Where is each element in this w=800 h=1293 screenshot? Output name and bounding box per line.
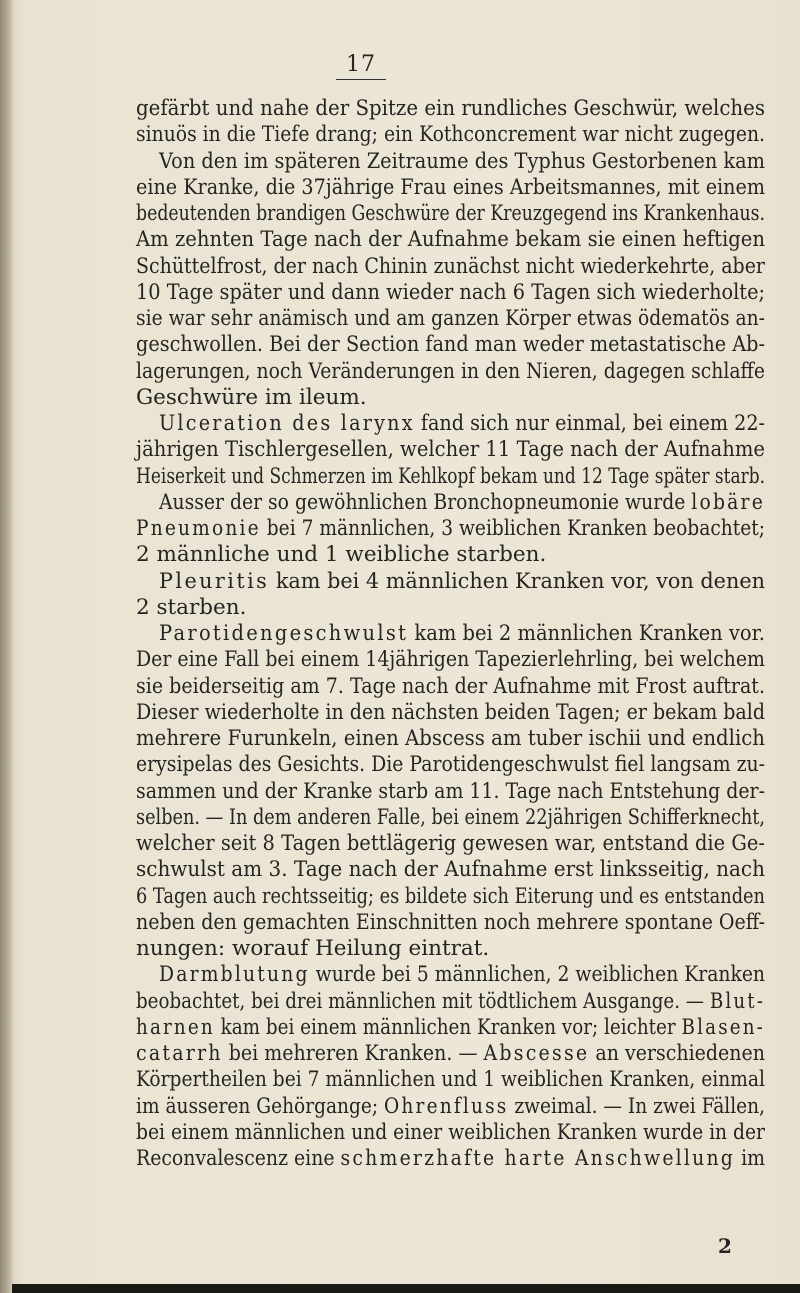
spaced-term: Blut-: [709, 988, 765, 1014]
text-run: kam bei 2 männlichen Kranken vor.: [408, 621, 765, 646]
text-line: [159, 490, 765, 516]
spaced-term: Abscesse: [483, 1041, 590, 1066]
text-run: erysipelas des Gesichts. Die Parotidengeschwulst fiel langsam zu-: [136, 752, 765, 778]
spaced-term: Pleuritis: [159, 568, 270, 594]
text-line: [159, 621, 765, 647]
text-run: Reconvalescenz eine: [136, 1146, 341, 1171]
text-run: neben den gemachten Einschnitten noch mehrere spontane Oeff-: [136, 909, 765, 935]
text-run: Der eine Fall bei einem 14jährigen Tapezierlehrling, bei welchem: [136, 647, 765, 673]
text-run: bei einem männlichen und einer weiblichen Kranken wurde in der: [136, 1119, 765, 1145]
text-run: zweimal. — In zwei Fällen,: [508, 1093, 765, 1119]
text-run: 2 männliche und 1 weibliche starben.: [136, 542, 547, 568]
text-run: schwulst am 3. Tage nach der Aufnahme erst linksseitig, nach: [136, 857, 765, 883]
text-run: beobachtet, bei drei männlichen mit tödtlichem Ausgange. —: [136, 988, 710, 1014]
text-line: [136, 227, 765, 253]
text-run: sinuös in die Tiefe drang; ein Kothconcrement war nicht zugegen.: [136, 122, 765, 148]
signature-mark: 2: [718, 1234, 732, 1258]
text-line: [136, 359, 765, 385]
spaced-term: Pneumonie: [136, 516, 261, 541]
text-run: Körpertheilen bei 7 männlichen und 1 weiblichen Kranken, einmal: [136, 1067, 765, 1093]
text-line: [136, 96, 765, 122]
text-line: [136, 884, 765, 910]
text-run: Geschwüre im ileum.: [136, 384, 367, 410]
text-line: [159, 569, 765, 595]
text-line: [136, 726, 765, 752]
text-run: wurde bei 5 männlichen, 2 weiblichen Kranken: [309, 962, 765, 988]
text-run: 6 Tagen auch rechtsseitig; es bildete sich Eiterung und es entstanden: [136, 883, 765, 909]
text-run: sie beiderseitig am 7. Tage nach der Aufnahme mit Frost auftrat.: [136, 673, 765, 699]
text-line: [136, 122, 765, 148]
text-run: mehrere Furunkeln, einen Abscess am tuber ischii und endlich: [136, 726, 765, 751]
spaced-term: schmerzhafte harte Anschwellung: [340, 1146, 736, 1171]
text-run: 10 Tage später und dann wieder nach 6 Tagen sich wiederholte;: [136, 279, 765, 305]
text-run: Am zehnten Tage nach der Aufnahme bekam sie einen heftigen: [136, 227, 765, 253]
page-spine-shadow: [0, 0, 14, 1293]
text-line: [136, 647, 765, 673]
text-run: gefärbt und nahe der Spitze ein rundliches Geschwür, welches: [136, 96, 765, 121]
text-line: [136, 542, 546, 568]
text-line: [136, 1120, 765, 1146]
text-run: selben. — In dem anderen Falle, bei einem 22jährigen Schifferknecht,: [136, 804, 765, 830]
text-run: 2 starben.: [136, 594, 247, 620]
text-line: [136, 254, 765, 280]
text-run: eine Kranke, die 37jährige Frau eines Arbeitsmannes, mit einem: [136, 174, 765, 200]
text-line: [136, 1015, 765, 1041]
text-line: [136, 437, 765, 463]
spaced-term: lobäre: [691, 489, 765, 515]
spaced-term: harnen: [136, 1014, 215, 1040]
text-run: Dieser wiederholte in den nächsten beiden Tagen; er bekam bald: [136, 699, 765, 725]
text-line: [159, 411, 765, 437]
text-line: [136, 936, 489, 962]
text-line: [136, 752, 765, 778]
text-line: [136, 175, 765, 201]
text-run: bedeutenden brandigen Geschwüre der Kreuzgegend ins Krankenhaus.: [136, 201, 765, 226]
text-line: [159, 149, 765, 175]
text-line: [136, 280, 765, 306]
text-run: an verschiedenen: [589, 1041, 765, 1066]
text-run: fand sich nur einmal, bei einem 22-: [414, 411, 765, 436]
text-line: [136, 989, 765, 1015]
text-run: kam bei einem männlichen Kranken vor; leichter: [214, 1014, 682, 1040]
text-line: [136, 831, 765, 857]
text-line: [136, 332, 765, 358]
text-run: Ausser der so gewöhnlichen Bronchopneumonie wurde: [159, 489, 692, 515]
spaced-term: Ulceration des larynx: [159, 411, 415, 436]
text-run: im: [735, 1146, 765, 1171]
text-line: [136, 1146, 765, 1172]
text-line: [136, 306, 765, 332]
text-line: [136, 201, 765, 227]
text-line: [136, 1094, 765, 1120]
text-run: nungen: worauf Heilung eintrat.: [136, 936, 490, 961]
text-run: Von den im späteren Zeitraume des Typhus Gestorbenen kam: [159, 148, 765, 174]
text-line: [136, 1041, 765, 1067]
text-line: [136, 595, 246, 621]
text-run: sammen und der Kranke starb am 11. Tage nach Entstehung der-: [136, 778, 765, 804]
spaced-term: catarrh: [136, 1041, 223, 1066]
text-line: [136, 674, 765, 700]
text-line: [136, 385, 367, 411]
text-run: bei 7 männlichen, 3 weiblichen Kranken beobachtet;: [260, 516, 765, 541]
spaced-term: Darmblutung: [159, 962, 310, 988]
text-run: kam bei 4 männlichen Kranken vor, von denen: [269, 568, 765, 594]
text-line: [136, 857, 765, 883]
text-line: [136, 1067, 765, 1093]
text-run: Heiserkeit und Schmerzen im Kehlkopf bekam und 12 Tage später starb.: [136, 463, 765, 489]
text-run: im äusseren Gehörgange;: [136, 1093, 385, 1119]
text-line: [136, 805, 765, 831]
page-number: 17: [336, 52, 386, 80]
spaced-term: Ohrenfluss: [384, 1093, 509, 1119]
spaced-term: Blasen-: [681, 1014, 765, 1040]
text-line: [136, 516, 765, 542]
text-run: welcher seit 8 Tagen bettlägerig gewesen war, entstand die Ge-: [136, 831, 765, 856]
text-run: bei mehreren Kranken. —: [222, 1041, 484, 1066]
text-run: Schüttelfrost, der nach Chinin zunächst nicht wiederkehrte, aber: [136, 253, 765, 279]
text-line: [159, 962, 765, 988]
text-run: geschwollen. Bei der Section fand man weder metastatische Ab-: [136, 332, 765, 358]
text-line: [136, 464, 765, 490]
text-run: lagerungen, noch Veränderungen in den Nieren, dagegen schlaffe: [136, 358, 765, 384]
spaced-term: Parotidengeschwulst: [159, 621, 409, 646]
text-line: [136, 779, 765, 805]
page-bottom-edge: [12, 1284, 800, 1293]
text-run: sie war sehr anämisch und am ganzen Körper etwas ödematös an-: [136, 306, 765, 331]
text-line: [136, 910, 765, 936]
text-line: [136, 700, 765, 726]
text-run: jährigen Tischlergesellen, welcher 11 Tage nach der Aufnahme: [136, 437, 765, 463]
